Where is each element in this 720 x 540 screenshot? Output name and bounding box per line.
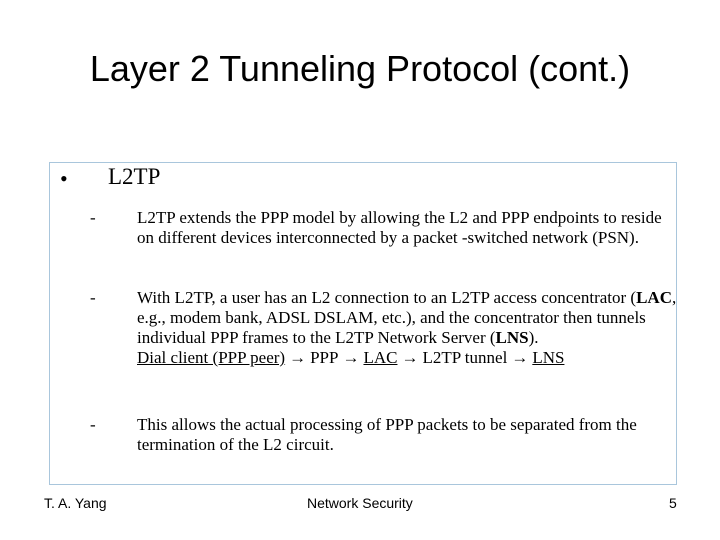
item-2-bold-lac: LAC bbox=[636, 288, 672, 307]
chain-lac: LAC bbox=[363, 348, 398, 367]
footer-author: T. A. Yang bbox=[44, 495, 107, 511]
dash-marker-1: - bbox=[90, 208, 96, 227]
tunnel-chain bbox=[137, 348, 677, 368]
page-number: 5 bbox=[669, 495, 677, 511]
chain-dial-client: Dial client (PPP peer) bbox=[137, 348, 286, 367]
item-2-bold-lns: LNS bbox=[495, 328, 529, 347]
level1-heading: L2TP bbox=[108, 164, 161, 189]
item-2-text-b: , e.g., modem bank, ADSL DSLAM, etc.), and the concentrator then tunnels individual PPP frames to the L2TP Network Server ( bbox=[137, 288, 677, 347]
arrow-icon: → bbox=[511, 348, 529, 367]
item-2-text-c: ). bbox=[528, 328, 539, 347]
list-item-3: This allows the actual processing of PPP packets to be separated from the termination of the L2 circuit. bbox=[137, 415, 637, 454]
list-item-1: L2TP extends the PPP model by allowing the L2 and PPP endpoints to reside on different devices interconnected by a packet -switched network (PSN). bbox=[137, 208, 662, 247]
bullet-marker: • bbox=[60, 166, 68, 191]
list-item-2 bbox=[137, 288, 677, 368]
chain-lns: LNS bbox=[532, 348, 565, 367]
dash-marker-3: - bbox=[90, 415, 96, 434]
item-2-text-a: With L2TP, a user has an L2 connection to an L2TP access concentrator ( bbox=[137, 288, 637, 307]
arrow-icon: → bbox=[401, 348, 419, 367]
chain-ppp: PPP bbox=[310, 348, 339, 367]
chain-tunnel: L2TP tunnel bbox=[422, 348, 508, 367]
arrow-icon: → bbox=[289, 348, 307, 367]
dash-marker-2: - bbox=[90, 288, 96, 307]
arrow-icon: → bbox=[342, 348, 360, 367]
slide-title: Layer 2 Tunneling Protocol (cont.) bbox=[89, 48, 631, 89]
footer-center: Network Security bbox=[307, 495, 413, 511]
